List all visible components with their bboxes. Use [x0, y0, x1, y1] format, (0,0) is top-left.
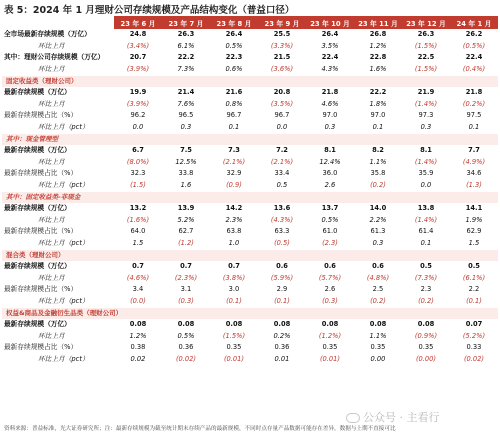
table-cell: 21.6 — [225, 88, 243, 97]
table-cell: (7.3%) — [414, 273, 438, 282]
table-cell: 14.1 — [465, 204, 483, 213]
row-label: 最新存续规模占比（%） — [4, 111, 78, 120]
section-label: 混合类（理财公司） — [2, 250, 498, 261]
table-cell: 0.36 — [274, 343, 290, 352]
table-cell: 64.0 — [130, 227, 146, 236]
row-label: 环比上月 — [38, 331, 65, 340]
table-cell: 0.6 — [324, 262, 336, 271]
table-cell: 97.0 — [322, 111, 338, 120]
table-cell: 22.8 — [369, 53, 387, 62]
table-cell: (5.2%) — [462, 331, 486, 340]
table-cell: 0.0 — [420, 181, 432, 190]
table-row — [2, 29, 498, 41]
table-cell: 0.08 — [369, 320, 387, 329]
table-cell: (4.9%) — [462, 157, 486, 166]
table-row — [2, 145, 498, 157]
row-label: 环比上月 — [38, 65, 65, 74]
table-cell: 2.2 — [468, 285, 480, 294]
table-cell: (3.9%) — [126, 99, 150, 108]
table-row — [2, 157, 498, 169]
row-label: 最新存续规模（万亿） — [4, 320, 71, 329]
table-cell: (0.01) — [319, 355, 341, 364]
table-cell: (0.02) — [175, 355, 197, 364]
table-cell: (4.3%) — [270, 215, 294, 224]
table-cell: 0.33 — [466, 343, 482, 352]
table-cell: 0.7 — [228, 262, 240, 271]
table-cell: 0.01 — [274, 355, 290, 364]
table-cell: 0.5% — [177, 331, 195, 340]
table-cell: (5.7%) — [318, 273, 342, 282]
table-cell: (1.6%) — [126, 215, 150, 224]
table-cell: 13.6 — [273, 204, 291, 213]
column-header: 23 年 7 月 — [162, 16, 210, 29]
row-label: 最新存续规模占比（%） — [4, 285, 78, 294]
table-cell: 0.3 — [180, 123, 192, 132]
column-header: 23 年 10 月 — [306, 16, 354, 29]
table-cell: (2.3%) — [174, 273, 198, 282]
table-row — [2, 238, 498, 250]
table-row — [2, 110, 498, 122]
column-header: 24 年 1 月 — [450, 16, 498, 29]
row-label: 最新存续规模（万亿） — [4, 262, 71, 271]
row-label: 最新存续规模占比（%） — [4, 169, 78, 178]
table-cell: 0.7 — [180, 262, 192, 271]
table-cell: 7.3% — [177, 65, 195, 74]
table-cell: 24.8 — [129, 30, 147, 38]
section-label: 其中：固定收益类-非现金 — [2, 192, 498, 203]
table-row — [2, 52, 498, 64]
table-row — [2, 122, 498, 134]
table-cell: 21.4 — [177, 88, 195, 97]
table-cell: 1.5 — [468, 239, 480, 248]
table-cell: 35.8 — [370, 169, 386, 178]
table-cell: 5.2% — [177, 215, 195, 224]
row-label: 环比上月 — [38, 157, 65, 166]
table-cell: 0.07 — [465, 320, 483, 329]
section-row — [2, 76, 498, 87]
table-cell: (1.5) — [130, 181, 146, 190]
table-cell: 7.2 — [276, 146, 288, 155]
table-cell: 13.7 — [321, 204, 339, 213]
source-note: 资料来源：普益标准，光大证券研究所；注：最新存续规模为截至统计期末存续产品的最新规模，不同时点存量产品数据可能存在差异，数据与上期不直接可比 — [4, 426, 396, 432]
table-cell: 22.2 — [177, 53, 195, 62]
table-cell: 2.9 — [276, 285, 288, 294]
table-row — [2, 203, 498, 215]
table-cell: 13.2 — [129, 204, 147, 213]
row-label: 最新存续规模（万亿） — [4, 204, 71, 213]
row-label: 环比上月（pct） — [38, 123, 89, 132]
table-cell: (3.3%) — [270, 41, 294, 50]
table-row — [2, 99, 498, 111]
table-cell: (4.6%) — [126, 273, 150, 282]
table-cell: (4.8%) — [366, 273, 390, 282]
table-row — [2, 168, 498, 180]
table-cell: 0.3 — [372, 239, 384, 248]
table-cell: 22.2 — [369, 88, 387, 97]
table-cell: 1.2% — [369, 41, 387, 50]
table-cell: 96.7 — [226, 111, 242, 120]
table-cell: 6.1% — [177, 41, 195, 50]
table-cell: (0.1) — [466, 297, 482, 306]
table-body — [2, 29, 498, 366]
row-label: 环比上月（pct） — [38, 181, 89, 190]
table-row — [2, 319, 498, 331]
table-cell: (3.5%) — [270, 99, 294, 108]
table-cell: (3.8%) — [222, 273, 246, 282]
table-cell: 63.3 — [274, 227, 290, 236]
table-cell: 97.0 — [370, 111, 386, 120]
table-cell: 0.08 — [225, 320, 243, 329]
table-cell: 4.3% — [321, 65, 339, 74]
table-cell: 0.35 — [370, 343, 386, 352]
section-row — [2, 250, 498, 261]
table-row — [2, 64, 498, 76]
table-cell: 61.3 — [370, 227, 386, 236]
table-cell: 63.8 — [226, 227, 242, 236]
wechat-icon — [346, 413, 360, 423]
table-cell: 2.3% — [225, 215, 243, 224]
table-cell: 32.3 — [130, 169, 146, 178]
row-label: 最新存续规模占比（%） — [4, 343, 78, 352]
table-cell: 97.3 — [418, 111, 434, 120]
table-row — [2, 41, 498, 53]
table-cell: (3.6%) — [270, 65, 294, 74]
section-label: 权益&商品及金融衍生品类（理财公司） — [2, 308, 498, 319]
table-cell: 4.6% — [321, 99, 339, 108]
row-label: 环比上月（pct） — [38, 297, 89, 306]
table-cell: 0.1 — [372, 123, 384, 132]
table-cell: 0.6% — [225, 65, 243, 74]
table-cell: 26.4 — [321, 30, 339, 38]
table-cell: (1.5%) — [414, 41, 438, 50]
table-cell: (0.2) — [370, 297, 386, 306]
table-cell: (2.1%) — [222, 157, 246, 166]
table-cell: 2.2% — [369, 215, 387, 224]
table-cell: 20.7 — [129, 53, 147, 62]
table-cell: (1.2) — [178, 239, 194, 248]
row-label: 环比上月 — [38, 215, 65, 224]
column-header: 23 年 9 月 — [258, 16, 306, 29]
table-title: 表 5：2024 年 1 月理财公司存续规模及产品结构变化（普益口径） — [4, 5, 295, 16]
table-cell: 13.9 — [177, 204, 195, 213]
table-cell: 96.5 — [178, 111, 194, 120]
table-cell: 1.6 — [180, 181, 192, 190]
table-cell: 0.6 — [276, 262, 288, 271]
table-cell: (0.4%) — [462, 65, 486, 74]
table-cell: (0.1) — [274, 297, 290, 306]
section-row — [2, 308, 498, 319]
table-cell: 26.4 — [225, 30, 243, 38]
table-cell: 1.1% — [369, 331, 387, 340]
table-cell: (3.9%) — [126, 65, 150, 74]
table-cell: 8.2 — [372, 146, 384, 155]
row-label: 全市场最新存续规模（万亿） — [4, 30, 91, 38]
table-cell: 35.9 — [418, 169, 434, 178]
table-cell: (0.0) — [130, 297, 146, 306]
table-cell: 1.1% — [369, 157, 387, 166]
table-cell: 0.1 — [420, 239, 432, 248]
table-cell: 33.4 — [274, 169, 290, 178]
column-header: 23 年 11 月 — [354, 16, 402, 29]
table-cell: 25.5 — [273, 30, 291, 38]
table-cell: 1.2% — [129, 331, 147, 340]
table-row — [2, 215, 498, 227]
section-label: 其中：现金管理型 — [2, 134, 498, 145]
table-cell: (0.3) — [178, 297, 194, 306]
row-label: 其中：理财公司存续规模（万亿） — [4, 53, 105, 62]
table-cell: (0.02) — [463, 355, 485, 364]
table-cell: (1.4%) — [414, 215, 438, 224]
table-cell: (0.2%) — [462, 99, 486, 108]
table-row — [2, 284, 498, 296]
table-cell: 7.5 — [180, 146, 192, 155]
table-cell: 97.5 — [466, 111, 482, 120]
table-cell: 0.1 — [228, 123, 240, 132]
table-cell: 7.7 — [468, 146, 480, 155]
table-row — [2, 354, 498, 366]
table-cell: 1.5 — [132, 239, 144, 248]
table-cell: 36.0 — [322, 169, 338, 178]
table-cell: 8.1 — [324, 146, 336, 155]
table-cell: 0.2% — [273, 331, 291, 340]
table-cell: 0.8% — [225, 99, 243, 108]
table-cell: 7.3 — [228, 146, 240, 155]
row-label: 最新存续规模（万亿） — [4, 88, 71, 97]
table-cell: 1.8% — [369, 99, 387, 108]
table-row — [2, 296, 498, 308]
table-cell: 26.8 — [369, 30, 387, 38]
row-label: 环比上月（pct） — [38, 239, 89, 248]
table-cell: 21.8 — [321, 88, 339, 97]
table-cell: 26.3 — [417, 30, 435, 38]
row-label: 环比上月（pct） — [38, 355, 89, 364]
table-cell: 0.02 — [130, 355, 146, 364]
table-cell: 3.0 — [228, 285, 240, 294]
table-cell: 2.6 — [324, 181, 336, 190]
row-label: 环比上月 — [38, 99, 65, 108]
table-cell: (1.4%) — [414, 157, 438, 166]
table-cell: 26.2 — [465, 30, 483, 38]
table-row — [2, 226, 498, 238]
table-cell: 0.36 — [178, 343, 194, 352]
table-cell: 22.4 — [321, 53, 339, 62]
table-row — [2, 342, 498, 354]
table-cell: (0.00) — [415, 355, 437, 364]
table-cell: 13.8 — [417, 204, 435, 213]
table-cell: 3.1 — [180, 285, 192, 294]
table-cell: 0.6 — [372, 262, 384, 271]
row-label: 环比上月 — [38, 41, 65, 50]
table-cell: (6.1%) — [462, 273, 486, 282]
column-header: 23 年 8 月 — [210, 16, 258, 29]
table-cell: 22.3 — [225, 53, 243, 62]
table-cell: 2.3 — [420, 285, 432, 294]
table-cell: (0.2) — [370, 181, 386, 190]
table-cell: 61.4 — [418, 227, 434, 236]
table-cell: 61.0 — [322, 227, 338, 236]
section-row — [2, 192, 498, 203]
table-cell: 2.5 — [372, 285, 384, 294]
table-cell: (1.5%) — [222, 331, 246, 340]
table-cell: 34.6 — [466, 169, 482, 178]
table-cell: 0.5% — [225, 41, 243, 50]
table-cell: (0.9) — [226, 181, 242, 190]
header-label-cell — [2, 16, 114, 29]
table-cell: (2.3) — [322, 239, 338, 248]
table-cell: 0.35 — [418, 343, 434, 352]
table-cell: 19.9 — [129, 88, 147, 97]
table-cell: 0.08 — [321, 320, 339, 329]
table-row — [2, 331, 498, 343]
watermark — [346, 409, 440, 425]
table-cell: (0.01) — [223, 355, 245, 364]
watermark-text: 公众号 · 主看行 — [363, 411, 440, 424]
table-cell: 62.7 — [178, 227, 194, 236]
table-cell: 0.5% — [321, 215, 339, 224]
table-cell: (5.9%) — [270, 273, 294, 282]
table-cell: (0.1) — [226, 297, 242, 306]
table-cell: 6.7 — [132, 146, 144, 155]
table-cell: 0.08 — [273, 320, 291, 329]
section-row — [2, 134, 498, 145]
table-cell: 7.6% — [177, 99, 195, 108]
table-cell: 0.1 — [468, 123, 480, 132]
table-cell: 22.5 — [417, 53, 435, 62]
section-label: 固定收益类（理财公司） — [2, 76, 498, 87]
table-cell: (1.2%) — [318, 331, 342, 340]
table-cell: (0.2) — [418, 297, 434, 306]
table-cell: 1.6% — [369, 65, 387, 74]
table-cell: (2.1%) — [270, 157, 294, 166]
header-row — [2, 16, 498, 29]
table-cell: 0.35 — [322, 343, 338, 352]
table-cell: 0.0 — [132, 123, 144, 132]
table-cell: 0.3 — [324, 123, 336, 132]
financial-table — [2, 16, 498, 366]
table-cell: (0.9%) — [414, 331, 438, 340]
table-cell: 21.9 — [417, 88, 435, 97]
table-cell: 21.8 — [465, 88, 483, 97]
table-cell: 14.0 — [369, 204, 387, 213]
table-row — [2, 261, 498, 273]
table-cell: 8.1 — [420, 146, 432, 155]
table-cell: (1.5%) — [414, 65, 438, 74]
table-cell: (0.5) — [274, 239, 290, 248]
table-cell: 0.7 — [132, 262, 144, 271]
column-header: 23 年 12 月 — [402, 16, 450, 29]
table-cell: 62.9 — [466, 227, 482, 236]
table-cell: (0.5%) — [462, 41, 486, 50]
table-row — [2, 180, 498, 192]
table-cell: 3.4 — [132, 285, 144, 294]
table-cell: 0.5 — [276, 181, 288, 190]
table-cell: 2.6 — [324, 285, 336, 294]
table-cell: 26.3 — [177, 30, 195, 38]
table-row — [2, 87, 498, 99]
row-label: 最新存续规模占比（%） — [4, 227, 78, 236]
table-cell: 0.08 — [417, 320, 435, 329]
table-cell: 0.5 — [468, 262, 480, 271]
table-cell: 12.5% — [175, 157, 197, 166]
table-cell: 32.9 — [226, 169, 242, 178]
table-cell: 22.4 — [465, 53, 483, 62]
table-cell: 96.7 — [274, 111, 290, 120]
table-cell: 0.0 — [276, 123, 288, 132]
table-cell: 14.2 — [225, 204, 243, 213]
table-cell: 12.4% — [319, 157, 341, 166]
table-cell: (3.4%) — [126, 41, 150, 50]
table-cell: 0.35 — [226, 343, 242, 352]
table-cell: 33.8 — [178, 169, 194, 178]
table-cell: 96.2 — [130, 111, 146, 120]
table-cell: 0.38 — [130, 343, 146, 352]
table-cell: 20.8 — [273, 88, 291, 97]
table-cell: 0.5 — [420, 262, 432, 271]
table-cell: (1.3) — [466, 181, 482, 190]
table-cell: 0.08 — [129, 320, 147, 329]
table-cell: (1.4%) — [414, 99, 438, 108]
row-label: 环比上月 — [38, 273, 65, 282]
table-cell: 0.08 — [177, 320, 195, 329]
table-cell: (0.3) — [322, 297, 338, 306]
table-cell: (8.0%) — [126, 157, 150, 166]
table-cell: 3.5% — [321, 41, 339, 50]
table-cell: 1.9% — [465, 215, 483, 224]
table-cell: 0.00 — [370, 355, 386, 364]
table-cell: 0.3 — [420, 123, 432, 132]
table-row — [2, 273, 498, 285]
column-header: 23 年 6 月 — [114, 16, 162, 29]
table-cell: 21.5 — [273, 53, 291, 62]
table-cell: 1.0 — [228, 239, 240, 248]
row-label: 最新存续规模（万亿） — [4, 146, 71, 155]
